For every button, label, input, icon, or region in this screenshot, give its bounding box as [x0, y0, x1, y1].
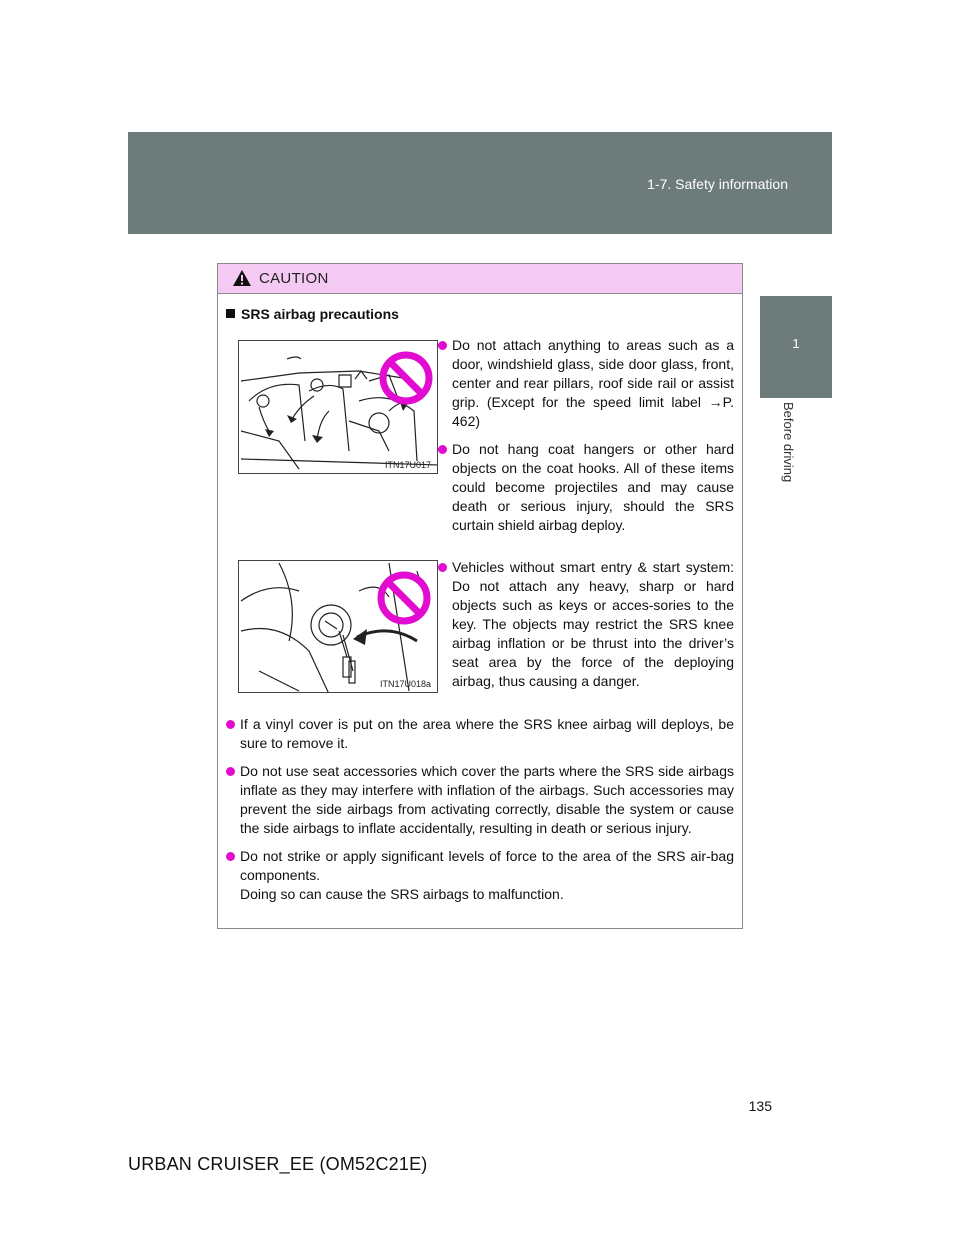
- square-bullet-icon: [226, 309, 235, 318]
- bullet-item: If a vinyl cover is put on the area where the SRS knee airbag will deploys, be sure to remove it.: [226, 715, 734, 753]
- subheading: [226, 306, 399, 322]
- bullet-item: Do not use seat accessories which cover the parts where the SRS side airbags inflate as they may interfere with inflation of the airbags. Such accessories may prevent the side airbags from activating correctly, disable the system or cause the side airbags to inflate accidentally, resulting in death or serious injury.: [226, 762, 734, 838]
- illustration-key: [238, 560, 438, 693]
- page-number: 135: [748, 1098, 772, 1114]
- caution-title: CAUTION: [259, 270, 329, 287]
- caution-box: [217, 263, 743, 929]
- bullet-item: Do not strike or apply significant levels of force to the area of the SRS air-bag components. Doing so can cause the SRS airbags to malfunction.: [226, 847, 734, 904]
- bullet-item: Vehicles without smart entry & start system: Do not attach any heavy, sharp or hard objects such as keys or acces-sories to the key. The objects may restrict the SRS knee airbag inflation or be thrust into the driver’s seat area by the force of the deploying airbag, thus causing a danger.: [438, 558, 734, 691]
- image-code-2: ITN17U018a: [379, 679, 431, 689]
- bullets-group-2: [438, 558, 734, 700]
- prohibition-icon: [375, 569, 433, 627]
- prohibition-icon: [377, 349, 435, 407]
- bullets-group-3: [226, 715, 734, 913]
- chapter-label: Before driving: [781, 402, 796, 483]
- caution-header: [218, 264, 742, 294]
- chapter-label-wrap: [781, 402, 804, 502]
- header-band: [128, 132, 832, 234]
- bullets-group-1: [438, 336, 734, 544]
- section-title: 1-7. Safety information: [647, 176, 788, 192]
- subheading-text: SRS airbag precautions: [241, 306, 399, 322]
- bullet-item: Do not hang coat hangers or other hard objects on the coat hooks. All of these items could become projectiles and may cause death or serious injury, should the SRS curtain shield airbag deploy.: [438, 440, 734, 535]
- chapter-number: 1: [792, 336, 800, 351]
- model-footer: URBAN CRUISER_EE (OM52C21E): [128, 1154, 428, 1174]
- chapter-tab: [760, 296, 832, 398]
- image-code-1: ITN17U017: [384, 460, 431, 470]
- warning-triangle-icon: [232, 269, 252, 287]
- illustration-interior: [238, 340, 438, 474]
- bullet-item: Do not attach anything to areas such as a door, windshield glass, side door glass, front, center and rear pillars, roof side rail or assist grip. (Except for the speed limit label →P. 462): [438, 336, 734, 431]
